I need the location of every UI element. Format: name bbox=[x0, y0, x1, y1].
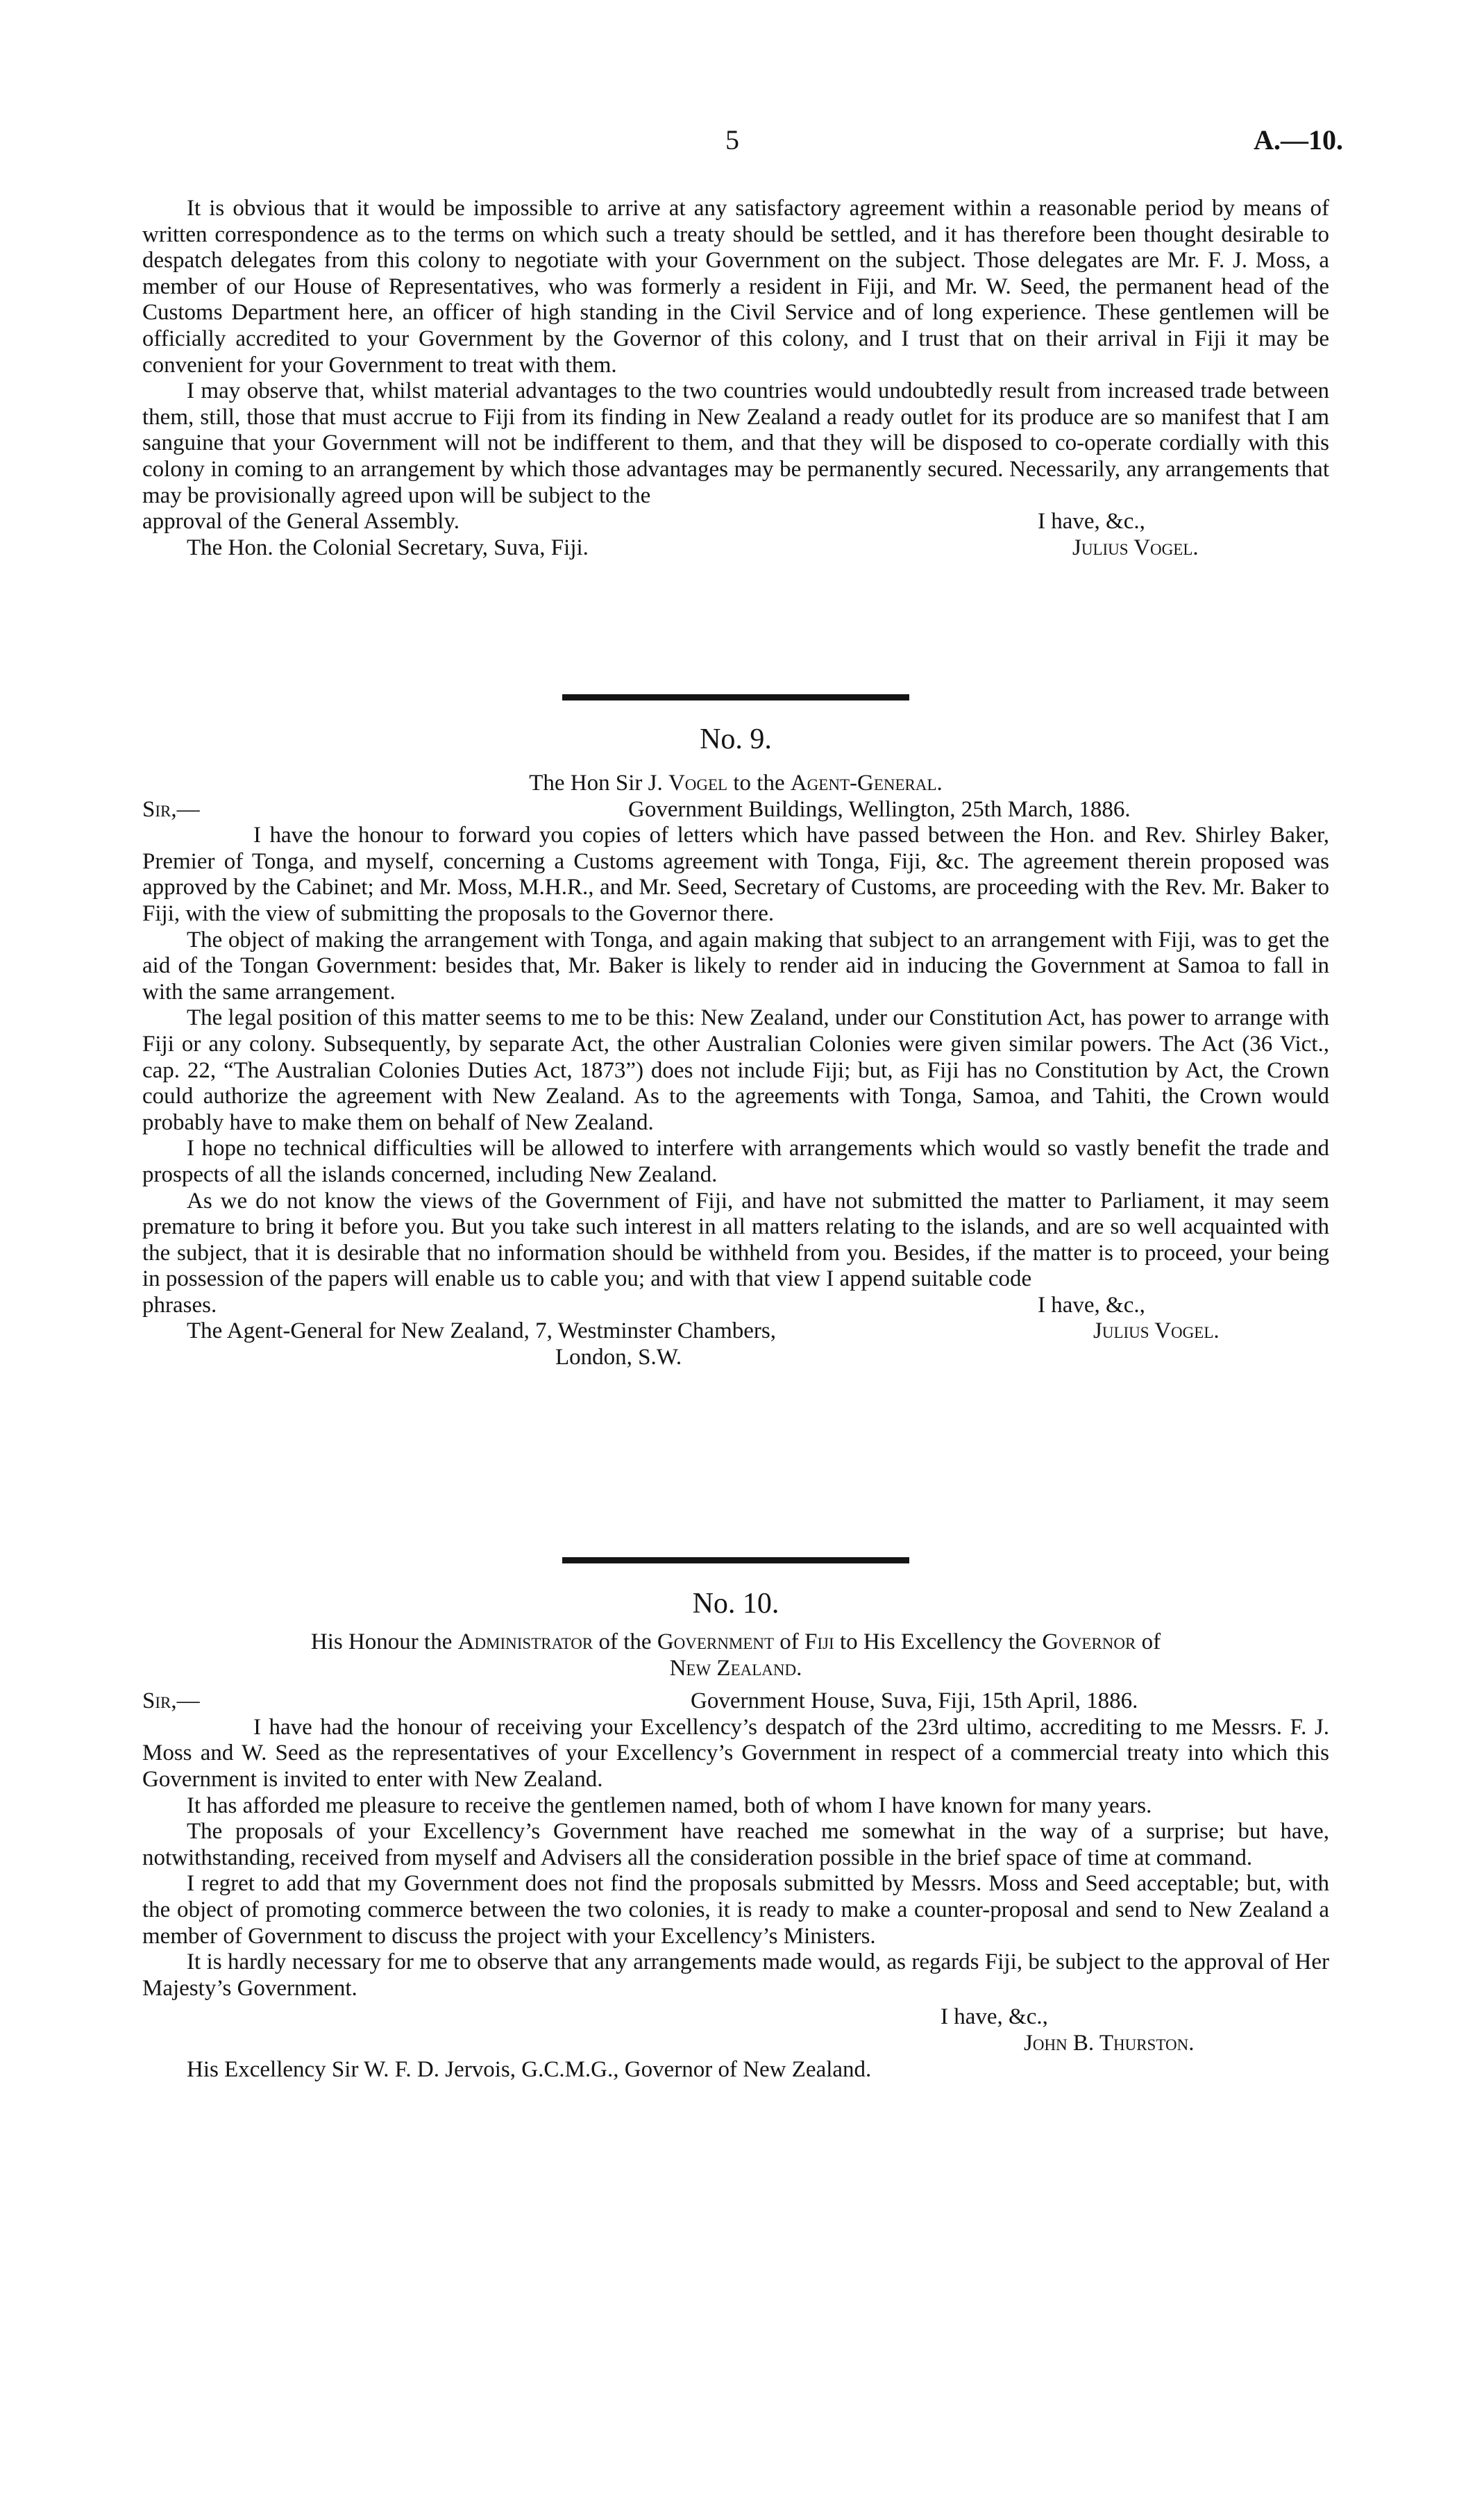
addressee-city-line bbox=[142, 1345, 1329, 1371]
closing-line bbox=[142, 2004, 1329, 2031]
paragraph: The proposals of your Excellency’s Government have reached me somewhat in the way of a surprise; but have, notwithstanding, received from myself and Advisers all the consideration possible in the brief space of time at command. bbox=[142, 1819, 1329, 1870]
letter-no-10 bbox=[142, 1586, 1329, 2083]
salutation: Sir,— bbox=[142, 796, 200, 822]
paragraph: The legal position of this matter seems to me to be this: New Zealand, under our Constitution Act, has power to arrange with Fiji or any colony. Subsequently, by separate Act, the other Australian Colonies were given similar powers. The Act (36 Vict., cap. 22, “The Australian Colonies Duties Act, 1873”) does not include Fiji; but, as Fiji has no Constitution by Act, the Crown could authorize the agreement with New Zealand. As to the agreements with Tonga, Samoa, and Tahiti, the Crown would probably have to make them on behalf of New Zealand. bbox=[142, 1005, 1329, 1135]
letter-heading: The Hon Sir J. Vogel to the Agent-General. bbox=[529, 771, 943, 796]
closing-line bbox=[142, 509, 1329, 535]
salutation-line bbox=[142, 797, 1329, 823]
signature-line bbox=[142, 2031, 1329, 2057]
addressee: The Agent-General for New Zealand, 7, Westminster Chambers, bbox=[187, 1318, 776, 1344]
signature-line bbox=[142, 1318, 1329, 1345]
paragraph-end: phrases. bbox=[142, 1292, 217, 1318]
closing: I have, &c., bbox=[1038, 1292, 1145, 1318]
addressee: His Excellency Sir W. F. D. Jervois, G.C.M.G., Governor of New Zealand. bbox=[187, 2056, 872, 2082]
section-divider bbox=[142, 1557, 1329, 1563]
signature-line bbox=[142, 535, 1329, 562]
document-code: A.—10. bbox=[1254, 124, 1343, 156]
letter-heading: His Honour the Administrator of the Government of Fiji to His Excellency the Governor of bbox=[310, 1629, 1161, 1654]
paragraph: The object of making the arrangement with Tonga, and again making that subject to an arrangement with Fiji, was to get the aid of the Tongan Government: besides that, Mr. Baker is likely to render aid in inducing the Government at Samoa to fall in with the same arrangement. bbox=[142, 927, 1329, 1005]
paragraph: It is hardly necessary for me to observe that any arrangements made would, as regards Fiji, be subject to the approval of Her Majesty’s Government. bbox=[142, 1949, 1329, 2001]
section-divider bbox=[142, 694, 1329, 700]
paragraph: As we do not know the views of the Government of Fiji, and have not submitted the matter to Parliament, it may seem premature to bring it before you. But you take such interest in all matters relating to the islands, and are so well acquainted with the subject, that it is desirable that no information should be withheld from you. Besides, if the matter is to proceed, your being in possession of the papers will enable us to cable you; and with that view I append suitable code bbox=[142, 1188, 1329, 1292]
paragraph: It is obvious that it would be impossible to arrive at any satisfactory agreement within a reasonable period by means of written correspondence as to the terms on which such a treaty should be settled, and it has therefore been thought desirable to despatch delegates from this colony to negotiate with your Government on the subject. Those delegates are Mr. F. J. Moss, a member of our House of Representatives, who was formerly a resident in Fiji, and Mr. W. Seed, the permanent head of the Customs Department here, an officer of high standing in the Civil Service and of long experience. These gentlemen will be officially accredited to your Government by the Governor of this colony, and I trust that on their arrival in Fiji it may be convenient for your Government to treat with them. bbox=[142, 196, 1329, 378]
letter-no-9 bbox=[142, 722, 1329, 1371]
addressee-city: London, S.W. bbox=[555, 1345, 682, 1370]
closing-line bbox=[142, 1293, 1329, 1319]
salutation: Sir,— bbox=[142, 1688, 200, 1714]
addressee: The Hon. the Colonial Secretary, Suva, Fiji. bbox=[187, 535, 589, 560]
paragraph: I may observe that, whilst material advantages to the two countries would undoubtedly result from increased trade between them, still, those that must accrue to Fiji from its finding in New Zealand a ready outlet for its produce are so manifest that I am sanguine that your Government will not be indifferent to them, and that they will be disposed to co-operate cordially with this colony in coming to an arrangement by which those advantages may be permanently secured. Necessarily, any arrangements that may be provisionally agreed upon will be subject to the bbox=[142, 378, 1329, 508]
paragraph: I hope no technical difficulties will be allowed to interfere with arrangements which would so vastly benefit the trade and prospects of all the islands concerned, including New Zealand. bbox=[142, 1136, 1329, 1187]
dateline: Government Buildings, Wellington, 25th March, 1886. bbox=[628, 796, 1131, 822]
closing: I have, &c., bbox=[1038, 509, 1145, 535]
signature: Julius Vogel. bbox=[1072, 535, 1199, 560]
letter-number: No. 9. bbox=[700, 723, 772, 755]
letter-heading-line-2: New Zealand. bbox=[669, 1655, 802, 1681]
paragraph: I have had the honour of receiving your Excellency’s despatch of the 23rd ultimo, accrediting to me Messrs. F. J. Moss and W. Seed as the representatives of your Excellency’s Government in respect of a commercial treaty into which this Government is invited to enter with New Zealand. bbox=[142, 1714, 1329, 1792]
page-header bbox=[142, 124, 1343, 158]
paragraph-end: approval of the General Assembly. bbox=[142, 509, 459, 535]
page-number: 5 bbox=[725, 124, 739, 156]
paragraph: I have the honour to forward you copies of letters which have passed between the Hon. and Rev. Shirley Baker, Premier of Tonga, and myself, concerning a Customs agreement with Tonga, Fiji, &c. The agreement therein proposed was approved by the Cabinet; and Mr. Moss, M.H.R., and Mr. Seed, Secretary of Customs, are proceeding with the Rev. Mr. Baker to Fiji, with the view of submitting the proposals to the Governor there. bbox=[142, 823, 1329, 926]
signature: Julius Vogel. bbox=[1093, 1318, 1220, 1344]
paragraph: It has afforded me pleasure to receive the gentlemen named, both of whom I have known for many years. bbox=[187, 1793, 1152, 1818]
letter-continuation bbox=[142, 196, 1329, 561]
salutation-line bbox=[142, 1688, 1329, 1715]
closing: I have, &c., bbox=[941, 2004, 1048, 2030]
signature: John B. Thurston. bbox=[1024, 2030, 1195, 2056]
addressee-line bbox=[142, 2057, 1329, 2083]
paragraph: I regret to add that my Government does not find the proposals submitted by Messrs. Moss and Seed acceptable; but, with the object of promoting commerce between the two colonies, it is ready to make a counter-proposal and send to New Zealand a member of Government to discuss the project with your Excellency’s Ministers. bbox=[142, 1871, 1329, 1949]
dateline: Government House, Suva, Fiji, 15th April, 1886. bbox=[691, 1688, 1138, 1714]
letter-number: No. 10. bbox=[692, 1588, 779, 1620]
